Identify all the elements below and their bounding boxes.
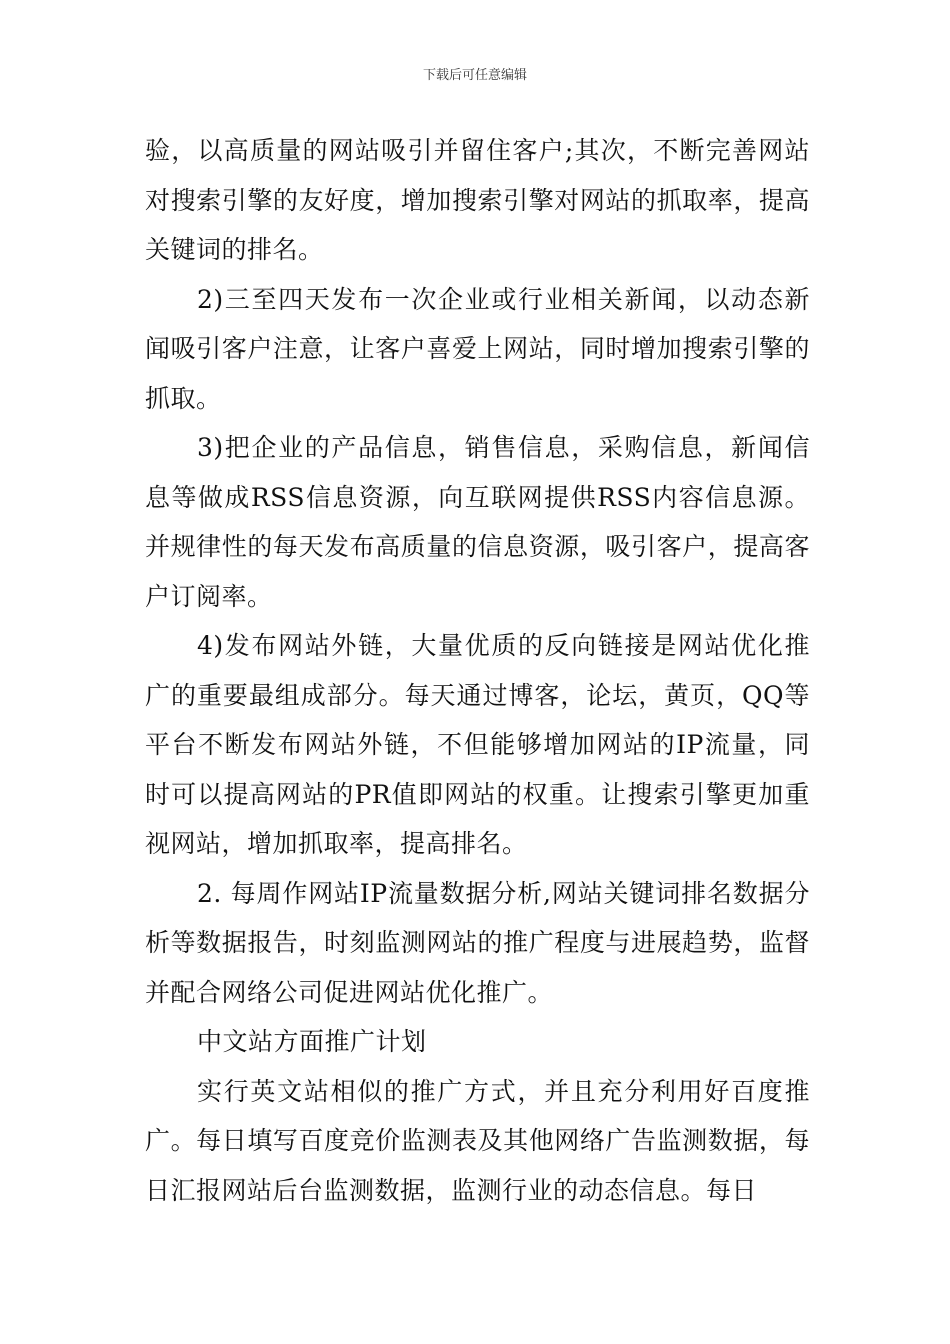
paragraph-item-2: 2)三至四天发布一次企业或行业相关新闻，以动态新闻吸引客户注意，让客户喜爱上网站，同时增加搜索引擎的抓取。 bbox=[145, 284, 810, 413]
page-header: 下载后可任意编辑 bbox=[422, 68, 527, 83]
paragraph-weekly-analysis: 2. 每周作网站IP流量数据分析,网站关键词排名数据分析等数据报告，时刻监测网站的推广程度与进展趋势，监督并配合网络公司促进网站优化推广。 bbox=[145, 878, 810, 1007]
paragraph-continuation: 验，以高质量的网站吸引并留住客户;其次，不断完善网站对搜索引擎的友好度，增加搜索引擎对网站的抓取率，提高关键词的排名。 bbox=[145, 136, 810, 264]
paragraph-item-3: 3)把企业的产品信息，销售信息，采购信息，新闻信息等做成RSS信息资源，向互联网提供RSS内容信息源。并规律性的每天发布高质量的信息资源，吸引客户，提高客户订阅率。 bbox=[145, 433, 810, 611]
document-body bbox=[145, 126, 810, 1215]
paragraph-item-4: 4)发布网站外链，大量优质的反向链接是网站优化推广的重要最组成部分。每天通过博客，论坛，黄页，QQ等平台不断发布网站外链，不但能够增加网站的IP流量，同时可以提高网站的PR值即网站的权重。让搜索引擎更加重视网站，增加抓取率，提高排名。 bbox=[145, 631, 810, 858]
section-heading-chinese-site: 中文站方面推广计划 bbox=[197, 1027, 427, 1056]
paragraph-chinese-site-plan: 实行英文站相似的推广方式，并且充分利用好百度推广。每日填写百度竞价监测表及其他网络广告监测数据，每日汇报网站后台监测数据，监测行业的动态信息。每日 bbox=[145, 1076, 810, 1205]
